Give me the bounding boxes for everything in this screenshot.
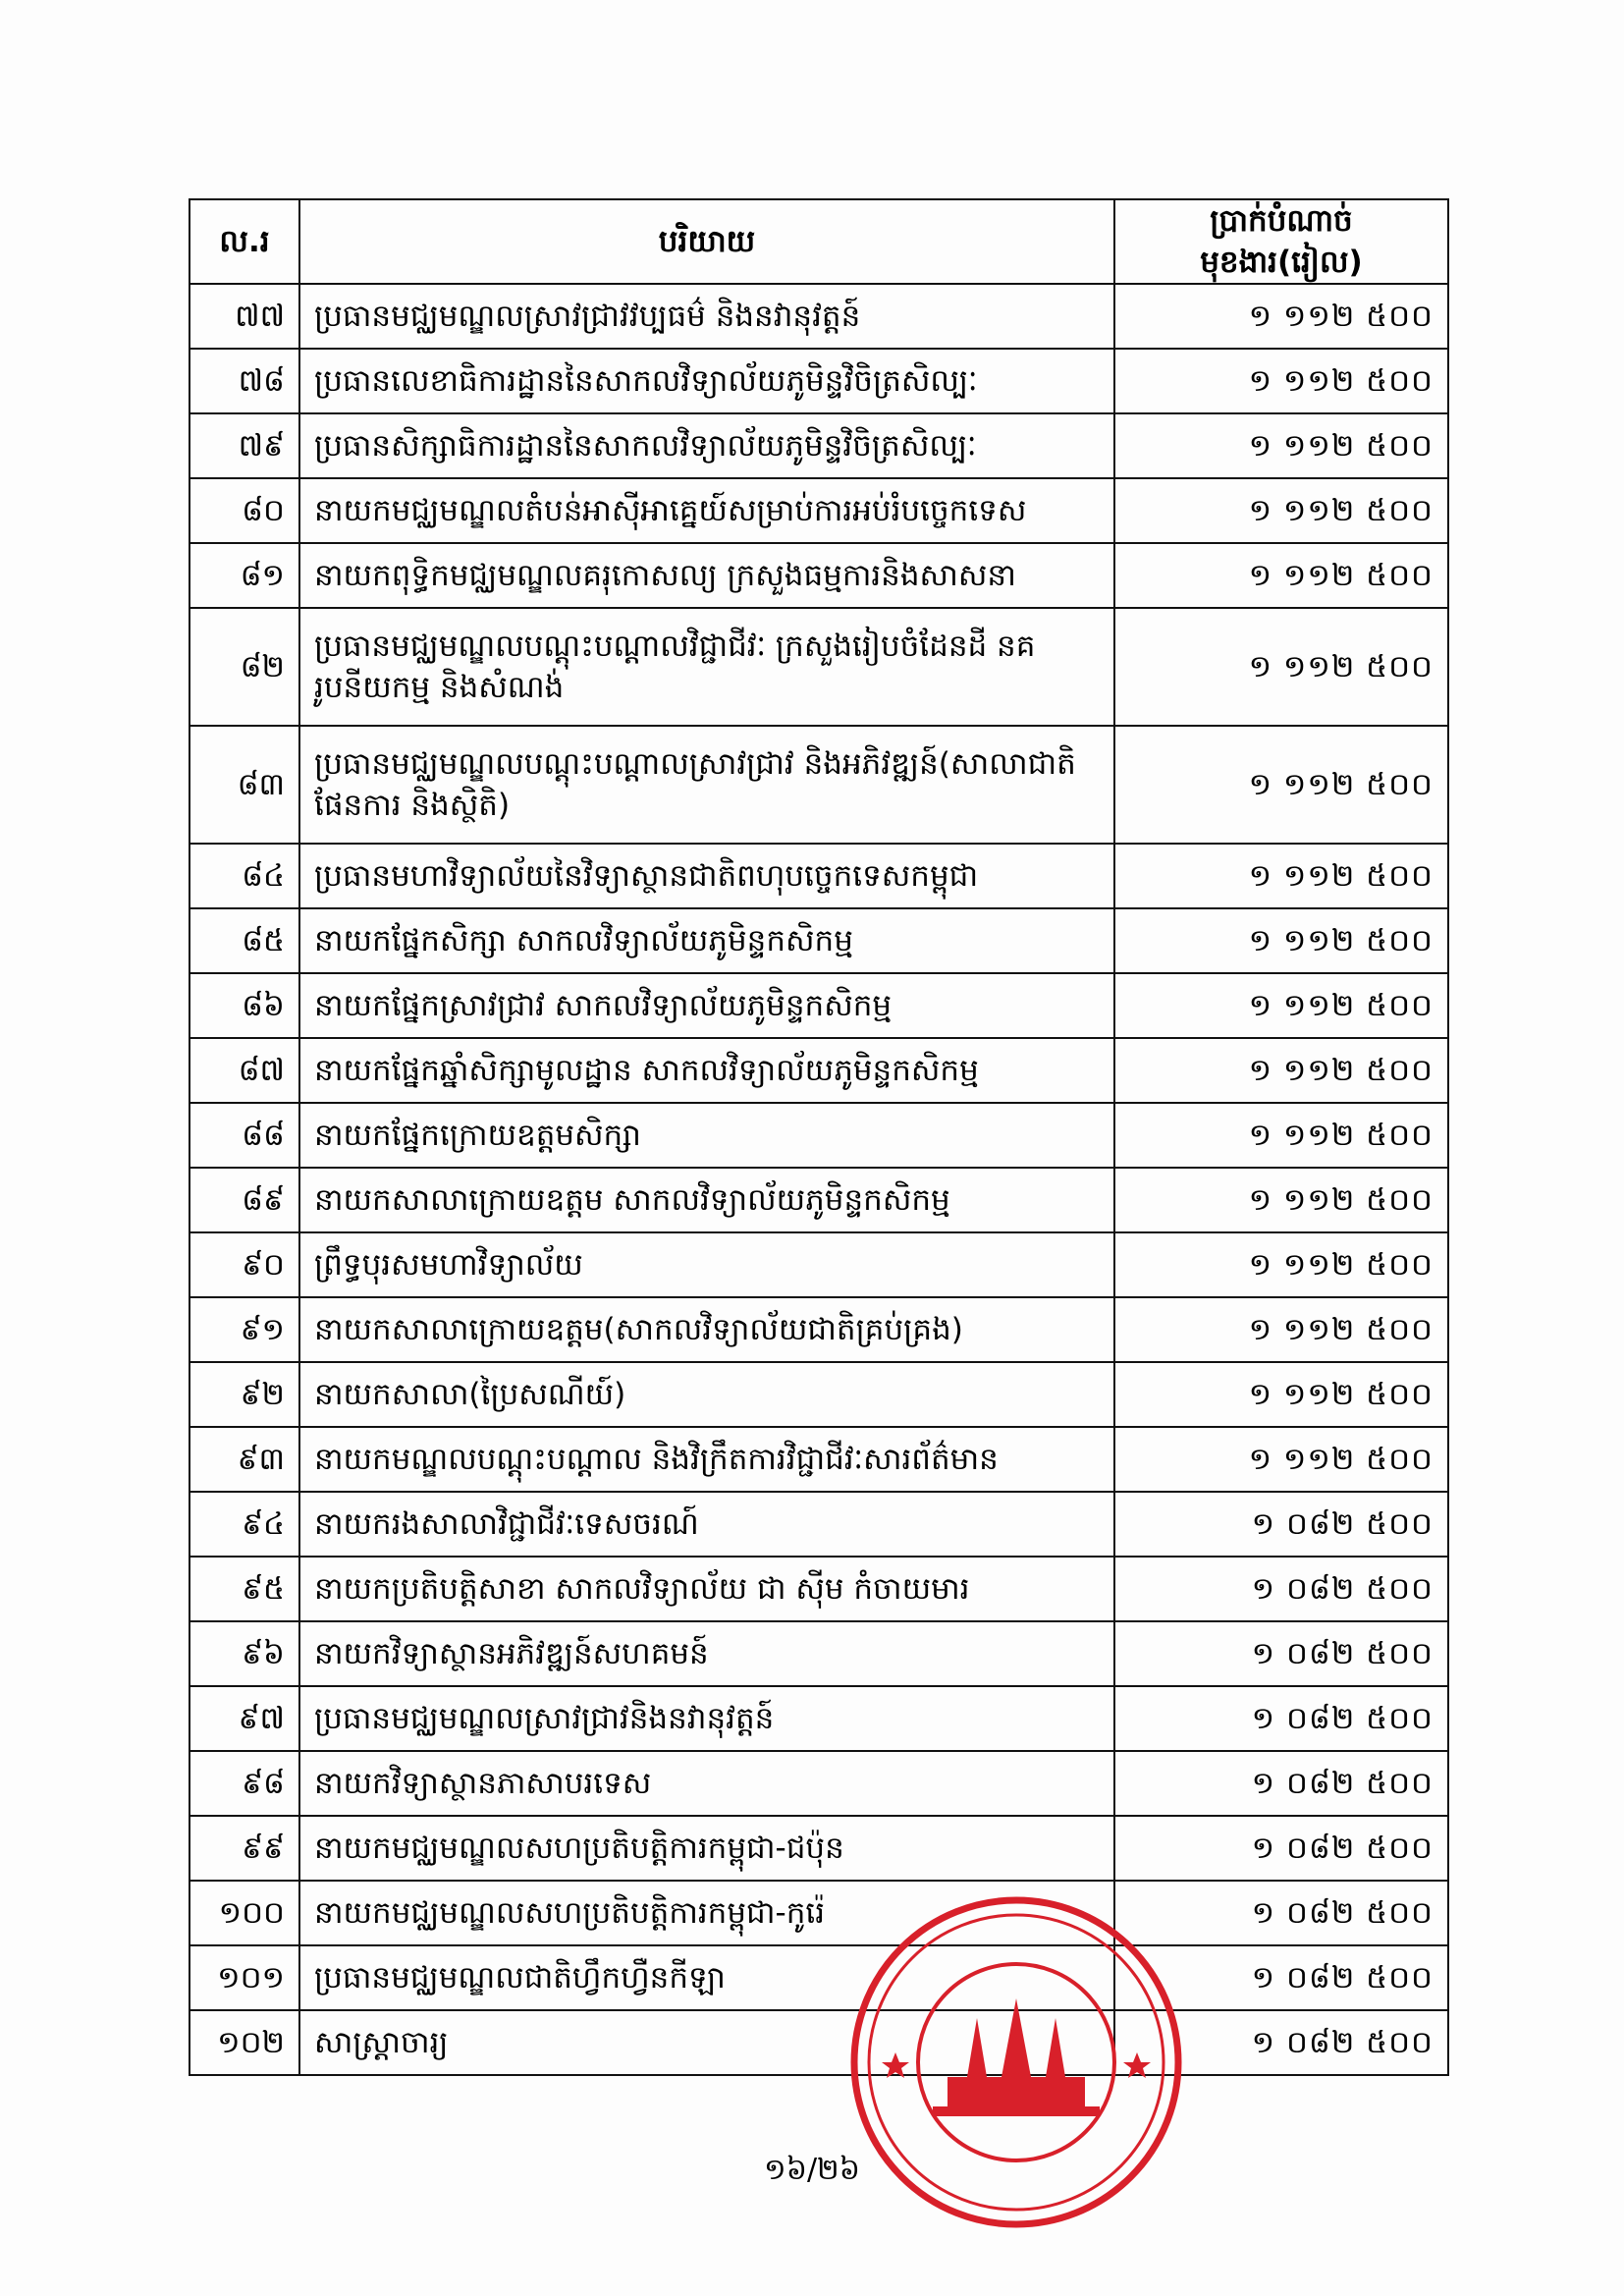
cell-no: ៧៨ <box>189 349 299 413</box>
table-row <box>189 1492 1448 1557</box>
table-row <box>189 1751 1448 1816</box>
cell-no: ៩៧ <box>189 1686 299 1751</box>
cell-title: ប្រធានមហាវិទ្យាល័យនៃវិទ្យាស្ថានជាតិពហុបច្ចេកទេសកម្ពុជា <box>299 844 1114 908</box>
cell-title: នាយកសាលា(ប្រៃសណីយ៍) <box>299 1362 1114 1427</box>
cell-amount: ១ ០៨២ ៥០០ <box>1114 1945 1448 2010</box>
cell-title: នាយកប្រតិបត្តិសាខា សាកលវិទ្យាល័យ ជា ស៊ីម កំចាយមារ <box>299 1557 1114 1621</box>
cell-amount: ១ ១១២ ៥០០ <box>1114 543 1448 608</box>
cell-no: ៨៥ <box>189 908 299 973</box>
cell-no: ៨៨ <box>189 1103 299 1168</box>
cell-amount: ១ ១១២ ៥០០ <box>1114 1362 1448 1427</box>
cell-amount: ១ ១១២ ៥០០ <box>1114 608 1448 726</box>
table-row <box>189 543 1448 608</box>
salary-table <box>189 198 1449 2076</box>
cell-amount: ១ ១១២ ៥០០ <box>1114 1168 1448 1232</box>
table-row <box>189 1232 1448 1297</box>
cell-no: ៩៣ <box>189 1427 299 1492</box>
cell-title: នាយកមជ្ឈមណ្ឌលតំបន់អាស៊ីអាគ្នេយ៍សម្រាប់ការអប់រំបច្ចេកទេស <box>299 478 1114 543</box>
table-row <box>189 2010 1448 2075</box>
cell-title: ព្រឹទ្ធបុរសមហាវិទ្យាល័យ <box>299 1232 1114 1297</box>
table-row <box>189 1621 1448 1686</box>
header-no: ល.រ <box>189 199 299 284</box>
cell-no: ៨៦ <box>189 973 299 1038</box>
cell-no: ៨៩ <box>189 1168 299 1232</box>
table-row <box>189 1168 1448 1232</box>
cell-no: ៩០ <box>189 1232 299 1297</box>
cell-title: ប្រធានលេខាធិការដ្ឋាននៃសាកលវិទ្យាល័យភូមិន្ទវិចិត្រសិល្បៈ <box>299 349 1114 413</box>
cell-title: ប្រធានមជ្ឈមណ្ឌលស្រាវជ្រាវវប្បធម៌ និងនវានុវត្តន៍ <box>299 284 1114 349</box>
cell-no: ៨៣ <box>189 726 299 844</box>
cell-no: ៩១ <box>189 1297 299 1362</box>
table-row <box>189 478 1448 543</box>
cell-no: ៩៦ <box>189 1621 299 1686</box>
cell-no: ១០២ <box>189 2010 299 2075</box>
cell-title: សាស្ត្រាចារ្យ <box>299 2010 1114 2075</box>
table-row <box>189 1427 1448 1492</box>
cell-amount: ១ ១១២ ៥០០ <box>1114 1103 1448 1168</box>
cell-title: នាយកមជ្ឈមណ្ឌលសហប្រតិបត្តិការកម្ពុជា-កូរ៉េ <box>299 1881 1114 1945</box>
cell-no: ៨២ <box>189 608 299 726</box>
table-row <box>189 413 1448 478</box>
cell-no: ៩២ <box>189 1362 299 1427</box>
table-row <box>189 608 1448 726</box>
cell-title: នាយកសាលាក្រោយឧត្តម សាកលវិទ្យាល័យភូមិន្ទកសិកម្ម <box>299 1168 1114 1232</box>
cell-title: នាយកផ្នែកក្រោយឧត្តមសិក្សា <box>299 1103 1114 1168</box>
cell-title: នាយកពុទ្ធិកមជ្ឈមណ្ឌលគរុកោសល្យ ក្រសួងធម្មការនិងសាសនា <box>299 543 1114 608</box>
table-row <box>189 973 1448 1038</box>
angkor-temple-seal-icon <box>854 1900 1178 2224</box>
table-row <box>189 1557 1448 1621</box>
table-header-row <box>189 199 1448 284</box>
cell-title: ប្រធានមជ្ឈមណ្ឌលស្រាវជ្រាវនិងនវានុវត្តន៍ <box>299 1686 1114 1751</box>
cell-amount: ១ ០៨២ ៥០០ <box>1114 1816 1448 1881</box>
table-row <box>189 284 1448 349</box>
cell-no: ៩៥ <box>189 1557 299 1621</box>
cell-amount: ១ ១១២ ៥០០ <box>1114 973 1448 1038</box>
header-amount: ប្រាក់បំណាច់មុខងារ(រៀល) <box>1114 199 1448 284</box>
cell-title: នាយកផ្នែកសិក្សា សាកលវិទ្យាល័យភូមិន្ទកសិកម្ម <box>299 908 1114 973</box>
table-row <box>189 1881 1448 1945</box>
cell-amount: ១ ១១២ ៥០០ <box>1114 726 1448 844</box>
cell-amount: ១ ១១២ ៥០០ <box>1114 1427 1448 1492</box>
cell-title: នាយកវិទ្យាស្ថានអភិវឌ្ឍន៍សហគមន៍ <box>299 1621 1114 1686</box>
page-number: ១៦/២៦ <box>764 2153 860 2187</box>
cell-title: នាយកមណ្ឌលបណ្តុះបណ្តាល និងវិក្រឹតការវិជ្ជាជីវៈសារព័ត៌មាន <box>299 1427 1114 1492</box>
cell-amount: ១ ០៨២ ៥០០ <box>1114 1686 1448 1751</box>
cell-title: ប្រធានមជ្ឈមណ្ឌលបណ្តុះបណ្តាលវិជ្ជាជីវៈ ក្រសួងរៀបចំដែនដី នគរូបនីយកម្ម និងសំណង់ <box>299 608 1114 726</box>
cell-title: នាយកមជ្ឈមណ្ឌលសហប្រតិបត្តិការកម្ពុជា-ជប៉ុន <box>299 1816 1114 1881</box>
cell-amount: ១ ១១២ ៥០០ <box>1114 284 1448 349</box>
cell-amount: ១ ១១២ ៥០០ <box>1114 478 1448 543</box>
cell-title: ប្រធានមជ្ឈមណ្ឌលជាតិហ្វឹកហ្វឺនកីឡា <box>299 1945 1114 2010</box>
cell-amount: ១ ១១២ ៥០០ <box>1114 1232 1448 1297</box>
table-row <box>189 1945 1448 2010</box>
cell-no: ១០០ <box>189 1881 299 1945</box>
cell-title: នាយកសាលាក្រោយឧត្តម(សាកលវិទ្យាល័យជាតិគ្រប់គ្រង) <box>299 1297 1114 1362</box>
cell-amount: ១ ១១២ ៥០០ <box>1114 413 1448 478</box>
cell-amount: ១ ០៨២ ៥០០ <box>1114 2010 1448 2075</box>
cell-no: ៩៤ <box>189 1492 299 1557</box>
cell-amount: ១ ០៨២ ៥០០ <box>1114 1881 1448 1945</box>
cell-amount: ១ ១១២ ៥០០ <box>1114 844 1448 908</box>
table-row <box>189 1686 1448 1751</box>
cell-amount: ១ ១១២ ៥០០ <box>1114 1038 1448 1103</box>
table-row <box>189 349 1448 413</box>
table-row <box>189 844 1448 908</box>
cell-amount: ១ ១១២ ៥០០ <box>1114 908 1448 973</box>
table-row <box>189 726 1448 844</box>
cell-no: ១០១ <box>189 1945 299 2010</box>
cell-title: នាយកវិទ្យាស្ថានភាសាបរទេស <box>299 1751 1114 1816</box>
cell-no: ៨៧ <box>189 1038 299 1103</box>
cell-amount: ១ ០៨២ ៥០០ <box>1114 1751 1448 1816</box>
cell-title: ប្រធានមជ្ឈមណ្ឌលបណ្តុះបណ្តាលស្រាវជ្រាវ និងអភិវឌ្ឍន៍(សាលាជាតិផែនការ និងស្ថិតិ) <box>299 726 1114 844</box>
cell-no: ៨០ <box>189 478 299 543</box>
cell-no: ៩៩ <box>189 1816 299 1881</box>
table-row <box>189 1103 1448 1168</box>
official-seal <box>844 1890 1188 2234</box>
table-row <box>189 1816 1448 1881</box>
header-title: បរិយាយ <box>299 199 1114 284</box>
cell-title: នាយកផ្នែកស្រាវជ្រាវ សាកលវិទ្យាល័យភូមិន្ទកសិកម្ម <box>299 973 1114 1038</box>
cell-title: នាយកផ្នែកឆ្នាំសិក្សាមូលដ្ឋាន សាកលវិទ្យាល័យភូមិន្ទកសិកម្ម <box>299 1038 1114 1103</box>
cell-no: ៧៧ <box>189 284 299 349</box>
cell-title: ប្រធានសិក្សាធិការដ្ឋាននៃសាកលវិទ្យាល័យភូមិន្ទវិចិត្រសិល្បៈ <box>299 413 1114 478</box>
cell-no: ៨៤ <box>189 844 299 908</box>
cell-amount: ១ ០៨២ ៥០០ <box>1114 1557 1448 1621</box>
cell-amount: ១ ១១២ ៥០០ <box>1114 1297 1448 1362</box>
cell-no: ៧៩ <box>189 413 299 478</box>
table-row <box>189 1038 1448 1103</box>
table-body <box>189 284 1448 2075</box>
table-row <box>189 908 1448 973</box>
table-row <box>189 1297 1448 1362</box>
cell-amount: ១ ០៨២ ៥០០ <box>1114 1492 1448 1557</box>
table-row <box>189 1362 1448 1427</box>
cell-amount: ១ ១១២ ៥០០ <box>1114 349 1448 413</box>
cell-amount: ១ ០៨២ ៥០០ <box>1114 1621 1448 1686</box>
cell-no: ៨១ <box>189 543 299 608</box>
cell-title: នាយករងសាលាវិជ្ជាជីវៈទេសចរណ៍ <box>299 1492 1114 1557</box>
cell-no: ៩៨ <box>189 1751 299 1816</box>
